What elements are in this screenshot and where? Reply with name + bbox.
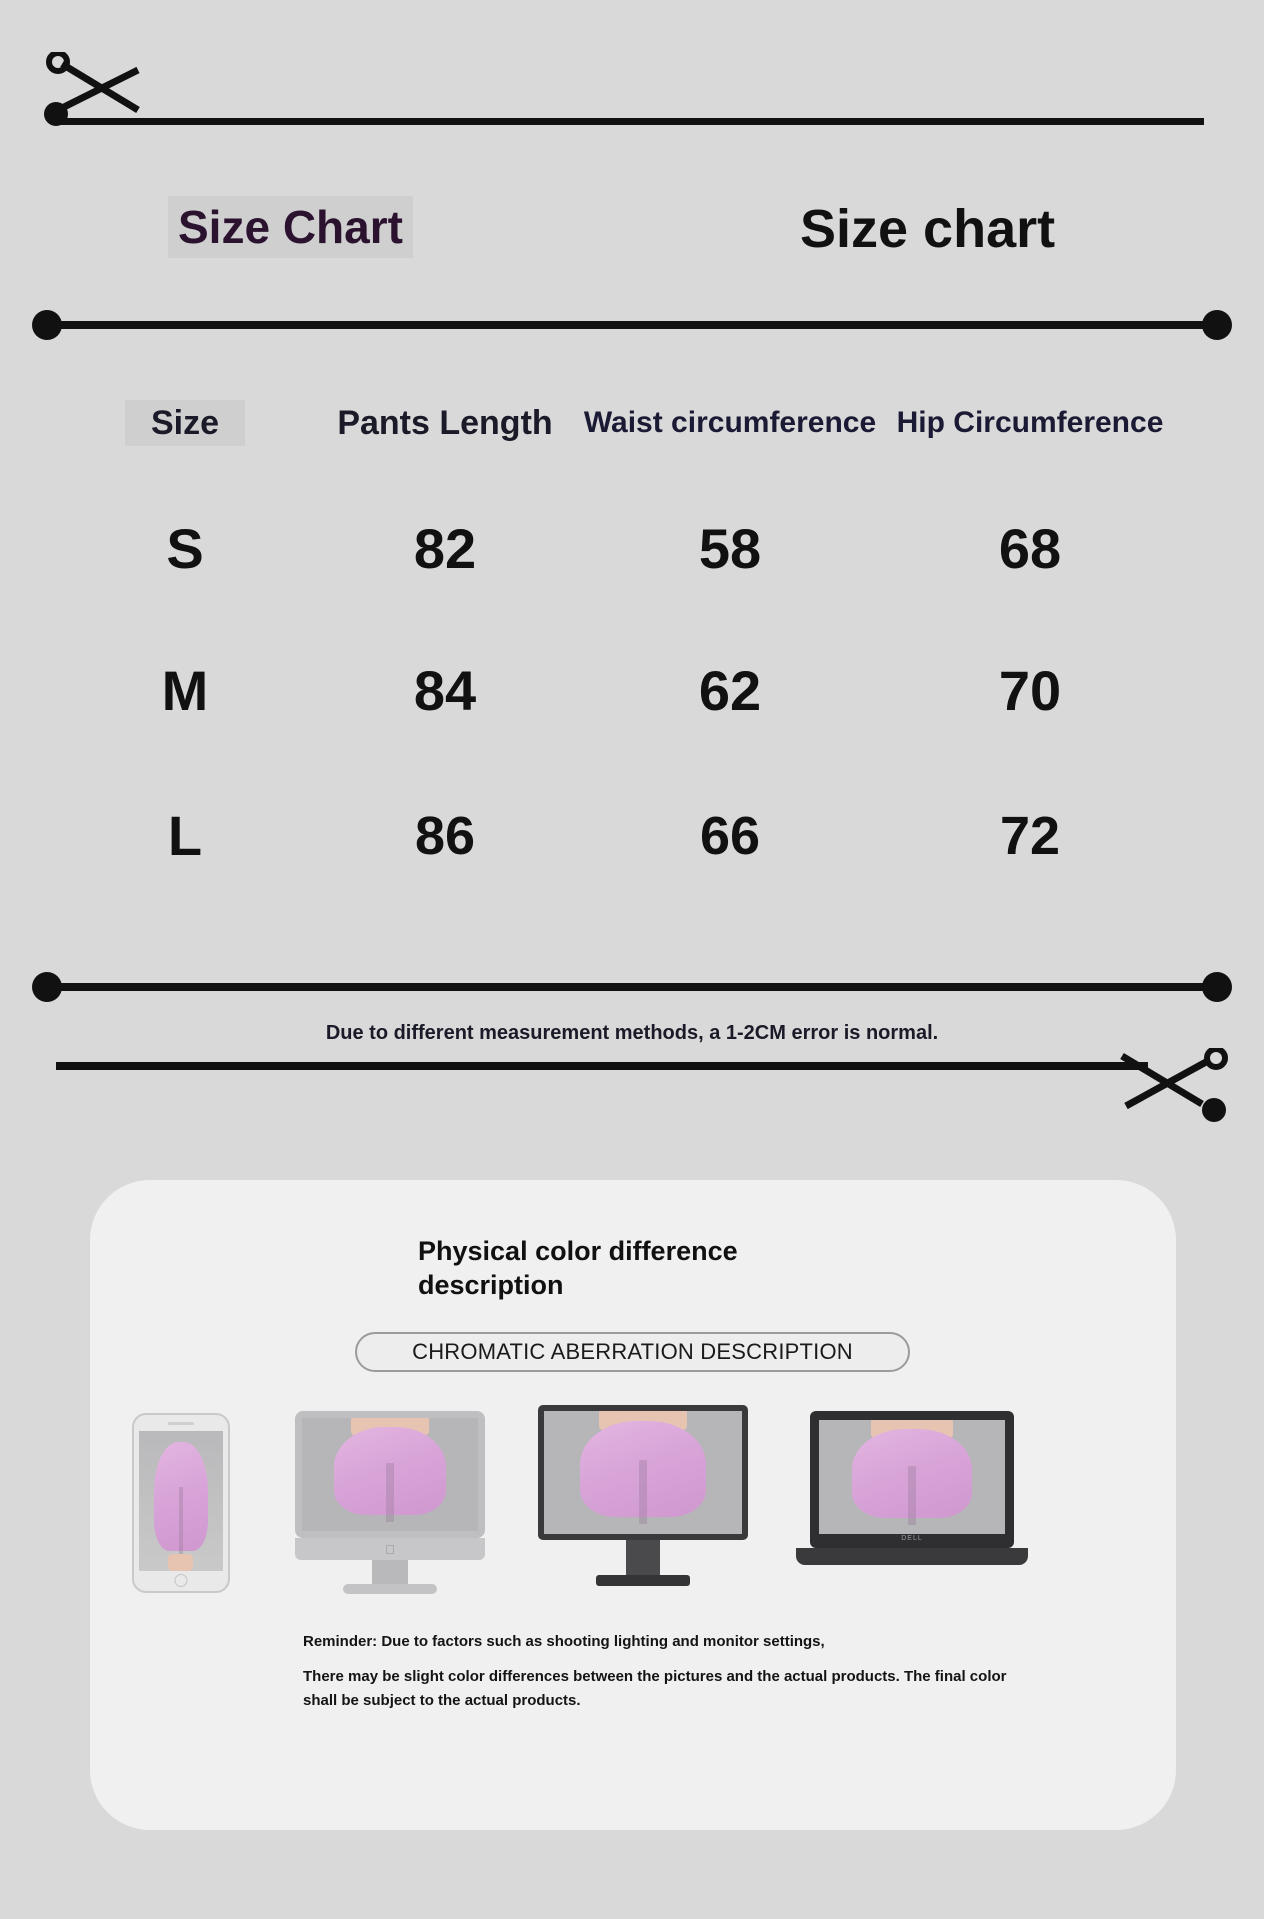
- divider-bottom: [56, 1062, 1148, 1070]
- scissors-icon-bottom: [1104, 1048, 1234, 1138]
- product-image-leggings: [544, 1411, 742, 1534]
- reminder-line-1: Reminder: Due to factors such as shooting lighting and monitor settings,: [303, 1633, 825, 1650]
- laptop-brand-label: DELL: [901, 1535, 923, 1542]
- divider-top: [56, 118, 1204, 125]
- product-image-leggings: [819, 1420, 1005, 1534]
- size-table: [60, 368, 1210, 908]
- measurement-note: Due to different measurement methods, a 1-2CM error is normal.: [325, 1022, 939, 1044]
- divider-dot-right: [1202, 972, 1232, 1002]
- chromatic-aberration-pill: [355, 1332, 910, 1372]
- device-row: [90, 1405, 1176, 1605]
- phone-home-button: [175, 1574, 188, 1587]
- cell-size: S: [166, 516, 204, 580]
- cell-hip: 68: [998, 516, 1062, 580]
- monitor-neck: [626, 1540, 660, 1578]
- page-title-left: Size Chart: [168, 196, 413, 258]
- phone-speaker: [168, 1422, 194, 1425]
- divider-dotted-top: [32, 310, 1232, 340]
- table-row: [60, 763, 1210, 908]
- imac-screen: [302, 1418, 478, 1531]
- phone-screen: [139, 1431, 223, 1571]
- column-header-waist: Waist circumference: [583, 406, 877, 440]
- cell-hip: 72: [999, 805, 1061, 866]
- cell-length: 84: [413, 659, 477, 722]
- color-panel-title: Physical color difference description: [418, 1236, 738, 1300]
- product-image-leggings: [139, 1431, 223, 1571]
- cell-waist: 58: [698, 516, 762, 580]
- cell-size: M: [161, 659, 209, 722]
- cell-length: 86: [414, 805, 476, 866]
- imac-neck: [372, 1560, 408, 1586]
- cell-length: 82: [413, 516, 477, 580]
- device-laptop: [796, 1411, 1028, 1601]
- device-monitor: [538, 1405, 748, 1605]
- page-title-right: Size chart: [800, 199, 1056, 259]
- table-row: [60, 478, 1210, 618]
- monitor-screen: [544, 1411, 742, 1534]
- divider-dotted-bottom: [32, 972, 1232, 1002]
- device-phone: [132, 1413, 230, 1593]
- column-header-hip: Hip Circumference: [896, 406, 1164, 440]
- column-header-size: Size: [125, 400, 245, 446]
- apple-logo-icon: [385, 1542, 395, 1557]
- table-row: [60, 618, 1210, 763]
- table-header-row: [60, 368, 1210, 478]
- chromatic-aberration-label: CHROMATIC ABERRATION DESCRIPTION: [412, 1339, 853, 1364]
- product-image-leggings: [302, 1418, 478, 1531]
- imac-base: [343, 1584, 437, 1594]
- column-header-length: Pants Length: [337, 403, 553, 442]
- divider-bar: [48, 321, 1216, 329]
- laptop-base: [796, 1548, 1028, 1565]
- laptop-screen: [819, 1420, 1005, 1534]
- cell-waist: 66: [699, 805, 761, 866]
- cell-hip: 70: [998, 659, 1062, 722]
- color-difference-panel: [90, 1180, 1176, 1830]
- cell-waist: 62: [698, 659, 762, 722]
- divider-dot-right: [1202, 310, 1232, 340]
- reminder-line-2: There may be slight color differences between the pictures and the actual products. The final color shall be subject to the actual products.: [303, 1668, 1007, 1709]
- cell-size: L: [167, 804, 203, 867]
- monitor-base: [596, 1575, 690, 1586]
- device-imac: [295, 1411, 485, 1601]
- reminder-text: [303, 1630, 1023, 1712]
- divider-bar: [48, 983, 1216, 991]
